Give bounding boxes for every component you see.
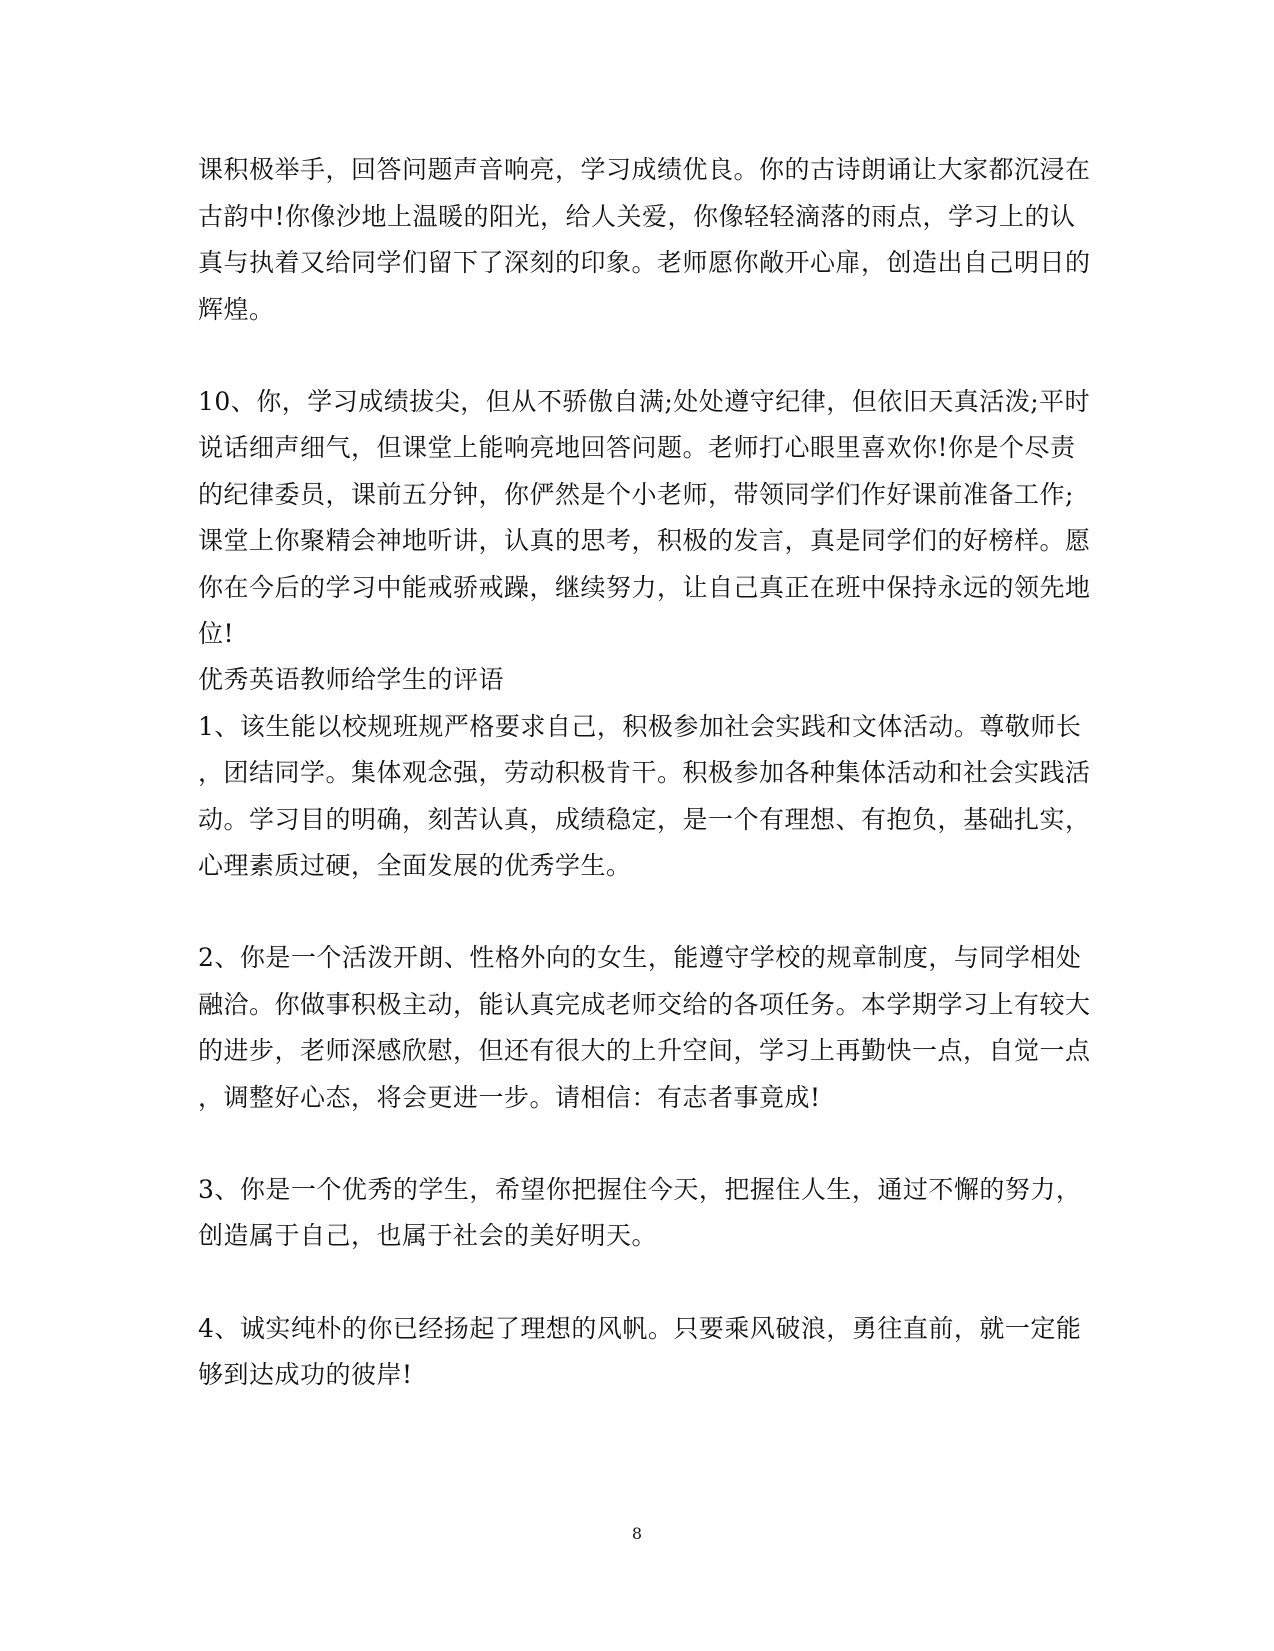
item-4-line-1: 4、诚实纯朴的你已经扬起了理想的风帆。只要乘风破浪，勇往直前，就一定能 xyxy=(198,1314,1082,1343)
item-1-line-1: 1、该生能以校规班规严格要求自己，积极参加社会实践和文体活动。尊敬师长 xyxy=(198,712,1082,741)
paragraph-10-line-1: 10、你，学习成绩拔尖，但从不骄傲自满;处处遵守纪律，但依旧天真活泼;平时 xyxy=(198,387,1091,416)
paragraph-10-line-6: 位! xyxy=(198,619,235,648)
paragraph-9-line-2: 古韵中!你像沙地上温暖的阳光，给人关爱，你像轻轻滴落的雨点，学习上的认 xyxy=(198,202,1076,231)
paragraph-10-line-5: 你在今后的学习中能戒骄戒躁，继续努力，让自己真正在班中保持永远的领先地 xyxy=(198,573,1091,602)
item-2-line-1: 2、你是一个活泼开朗、性格外向的女生，能遵守学校的规章制度，与同学相处 xyxy=(198,943,1082,972)
paragraph-10-line-2: 说话细声细气，但课堂上能响亮地回答问题。老师打心眼里喜欢你!你是个尽责 xyxy=(198,433,1076,462)
section-heading: 优秀英语教师给学生的评语 xyxy=(198,665,505,694)
paragraph-9-line-3: 真与执着又给同学们留下了深刻的印象。老师愿你敞开心扉，创造出自己明日的 xyxy=(198,248,1091,277)
paragraph-9-line-4: 辉煌。 xyxy=(198,295,275,324)
item-4-line-2: 够到达成功的彼岸! xyxy=(198,1360,413,1389)
paragraph-10-line-3: 的纪律委员，课前五分钟，你俨然是个小老师，带领同学们作好课前准备工作; xyxy=(198,480,1074,509)
item-3-line-1: 3、你是一个优秀的学生，希望你把握住今天，把握住人生，通过不懈的努力， xyxy=(198,1175,1082,1204)
item-1-line-2: ，团结同学。集体观念强，劳动积极肯干。积极参加各种集体活动和社会实践活 xyxy=(198,758,1091,787)
item-3-line-2: 创造属于自己，也属于社会的美好明天。 xyxy=(198,1221,658,1250)
item-2-line-2: 融洽。你做事积极主动，能认真完成老师交给的各项任务。本学期学习上有较大 xyxy=(198,990,1091,1019)
item-2-line-3: 的进步，老师深感欣慰，但还有很大的上升空间，学习上再勤快一点，自觉一点 xyxy=(198,1036,1091,1065)
paragraph-9-line-1: 课积极举手，回答问题声音响亮，学习成绩优良。你的古诗朗诵让大家都沉浸在 xyxy=(198,155,1091,184)
page-number: 8 xyxy=(631,1524,643,1543)
item-1-line-4: 心理素质过硬，全面发展的优秀学生。 xyxy=(198,851,632,880)
paragraph-10-line-4: 课堂上你聚精会神地听讲，认真的思考，积极的发言，真是同学们的好榜样。愿 xyxy=(198,526,1091,555)
item-1-line-3: 动。学习目的明确，刻苦认真，成绩稳定，是一个有理想、有抱负，基础扎实， xyxy=(198,805,1091,834)
item-2-line-4: ，调整好心态，将会更进一步。请相信：有志者事竟成! xyxy=(198,1083,821,1112)
